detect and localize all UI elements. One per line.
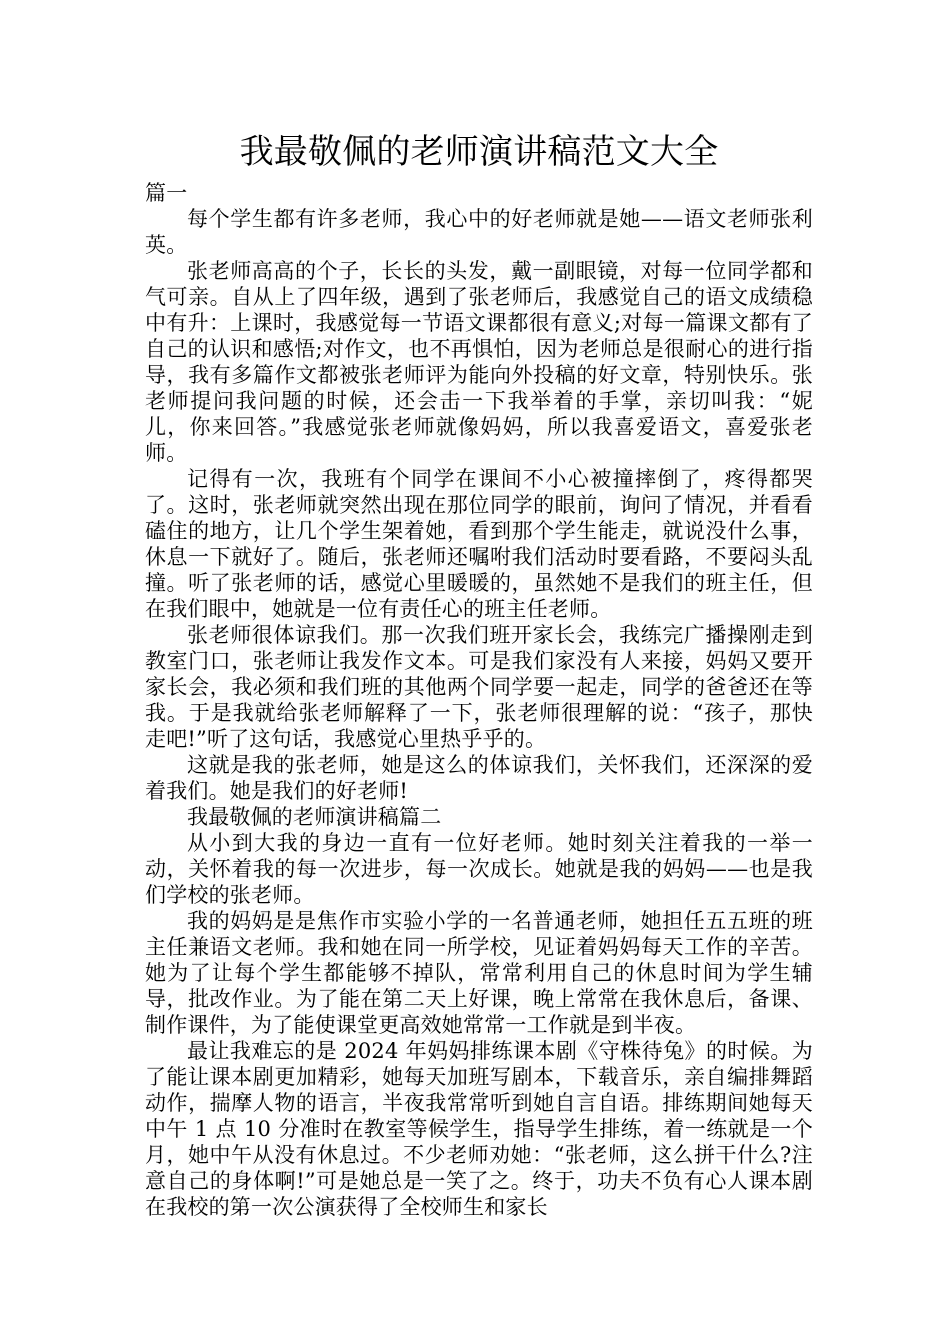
document-body — [145, 130, 813, 1220]
paragraph: 这就是我的张老师，她是这么的体谅我们，关怀我们，还深深的爱着我们。她是我们的好老师! — [145, 753, 813, 803]
paragraph: 张老师高高的个子，长长的头发，戴一副眼镜，对每一位同学都和气可亲。自从上了四年级，遇到了张老师后，我感觉自己的语文成绩稳中有升：上课时，我感觉每一节语文课都很有意义;对每一篇课文都有了自己的认识和感悟;对作文，也不再惧怕，因为老师总是很耐心的进行指导，我有多篇作文都被张老师评为能向外投稿的好文章，特别快乐。张老师提问我问题的时候，还会击一下我举着的手掌，亲切叫我：“妮儿，你来回答。”我感觉张老师就像妈妈，所以我喜爱语文，喜爱张老师。 — [145, 259, 813, 465]
paragraph: 从小到大我的身边一直有一位好老师。她时刻关注着我的一举一动，关怀着我的每一次进步，每一次成长。她就是我的妈妈——也是我们学校的张老师。 — [145, 831, 813, 907]
paragraph: 我的妈妈是是焦作市实验小学的一名普通老师，她担任五五班的班主任兼语文老师。我和她在同一所学校，见证着妈妈每天工作的辛苦。她为了让每个学生都能够不掉队，常常利用自己的休息时间为学生辅导，批改作业。为了能在第二天上好课，晚上常常在我休息后，备课、制作课件，为了能使课堂更高效她常常一工作就是到半夜。 — [145, 909, 813, 1037]
paragraph: 每个学生都有许多老师，我心中的好老师就是她——语文老师张利英。 — [145, 207, 813, 257]
paragraph: 张老师很体谅我们。那一次我们班开家长会，我练完广播操刚走到教室门口，张老师让我发作文本。可是我们家没有人来接，妈妈又要开家长会，我必须和我们班的其他两个同学要一起走，同学的爸爸还在等我。于是我就给张老师解释了一下，张老师很理解的说：“孩子，那快走吧!”听了这句话，我感觉心里热乎乎的。 — [145, 623, 813, 751]
section-label: 篇一 — [145, 181, 188, 205]
document-title: 我最敬佩的老师演讲稿范文大全 — [239, 132, 719, 172]
paragraph: 最让我难忘的是 2024 年妈妈排练课本剧《守株待兔》的时候。为了能让课本剧更加精彩，她每天加班写剧本，下载音乐，亲自编排舞蹈动作，揣摩人物的语言，半夜我常常听到她自言自语。排练期间她每天中午 1 点 10 分准时在教室等候学生，指导学生排练，着一练就是一个月，她中午从没有休息过。不少老师劝她：“张老师，这么拼干什么?注意自己的身体啊!”可是她总是一笑了之。终于，功夫不负有心人课本剧在我校的第一次公演获得了全校师生和家长 — [145, 1039, 813, 1219]
paragraph: 记得有一次，我班有个同学在课间不小心被撞摔倒了，疼得都哭了。这时，张老师就突然出现在那位同学的眼前，询问了情况，并看看磕住的地方，让几个学生架着她，看到那个学生能走，就说没什么事，休息一下就好了。随后，张老师还嘱咐我们活动时要看路，不要闷头乱撞。听了张老师的话，感觉心里暖暖的，虽然她不是我们的班主任，但在我们眼中，她就是一位有责任心的班主任老师。 — [145, 467, 813, 621]
section-two-heading: 我最敬佩的老师演讲稿篇二 — [187, 805, 442, 829]
section-one — [145, 180, 813, 1220]
